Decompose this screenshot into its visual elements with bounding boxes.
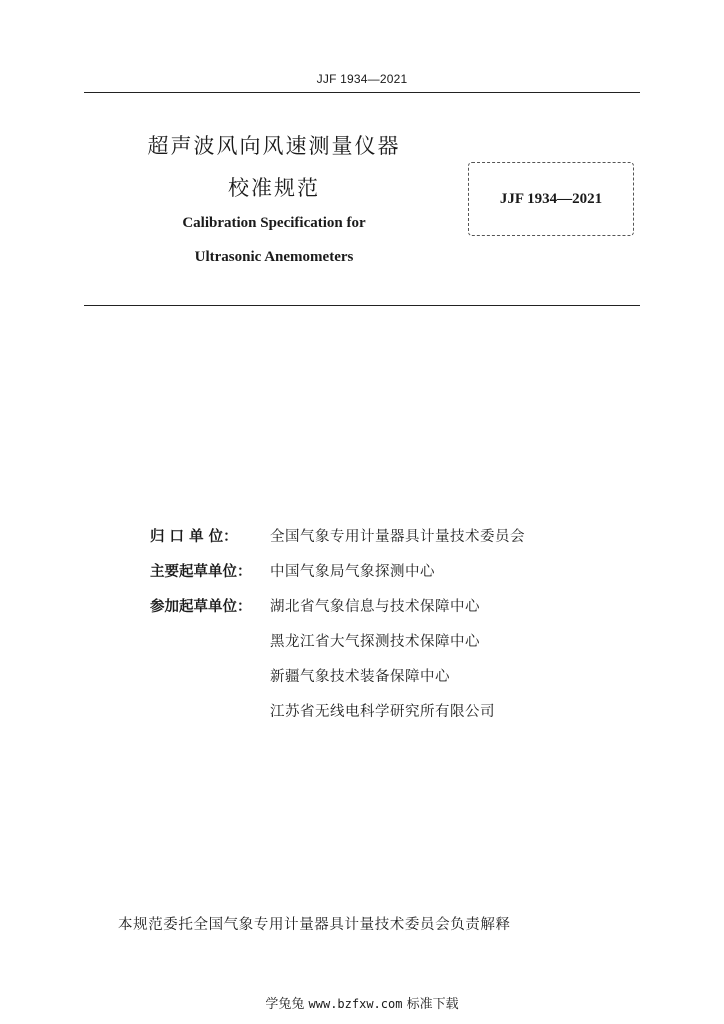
participating-unit-row [150,623,630,658]
participating-unit-label: 参加起草单位： [150,599,252,615]
english-title-line2: Ultrasonic Anemometers [194,249,354,265]
interpretation-statement: 本规范委托全国气象专用计量器具计量技术委员会负责解释 [118,917,511,933]
drafting-units [150,518,630,728]
participating-unit-row [150,693,630,728]
chinese-title-line1: 超声波风向风速测量仪器 [147,134,401,158]
participating-unit-row [150,588,630,623]
middle-divider [84,305,640,306]
main-drafting-unit-row [150,553,630,588]
top-divider [84,92,640,93]
english-title-line1: Calibration Specification for [182,215,366,231]
responsible-unit-value: 全国气象专用计量器具计量技术委员会 [270,529,525,545]
header-standard-code: JJF 1934—2021 [316,72,408,86]
participating-unit-item: 江苏省无线电科学研究所有限公司 [270,704,495,720]
standard-code-box [468,162,634,236]
responsible-unit-row [150,518,630,553]
participating-unit-row [150,658,630,693]
footer-suffix: 标准下载 [406,997,459,1012]
responsible-unit-label: 归 口 单 位： [150,529,238,545]
participating-unit-item: 黑龙江省大气探测技术保障中心 [270,634,480,650]
standard-code: JJF 1934—2021 [499,190,603,207]
main-drafting-unit-value: 中国气象局气象探测中心 [270,564,435,580]
footer-watermark [0,993,724,1012]
footer-url[interactable]: www.bzfxw.com [308,997,403,1011]
participating-unit-item: 新疆气象技术装备保障中心 [270,669,450,685]
main-drafting-unit-label: 主要起草单位： [150,564,252,580]
footer-prefix: 学兔兔 [265,997,305,1012]
participating-unit-item: 湖北省气象信息与技术保障中心 [270,599,480,615]
chinese-title-line2: 校准规范 [228,176,320,200]
